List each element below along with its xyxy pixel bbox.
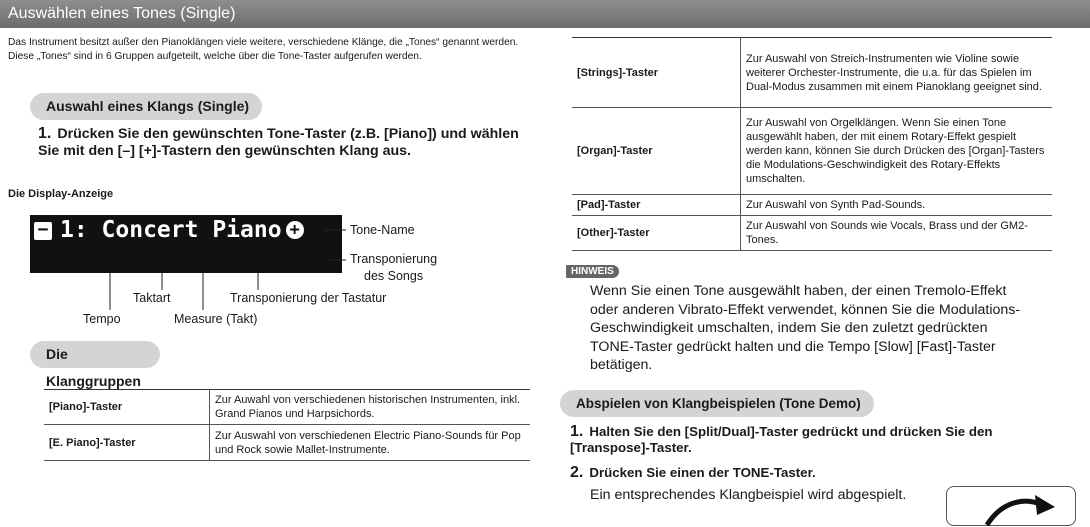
table-key: [Organ]-Taster: [572, 108, 741, 195]
table-row: [572, 195, 1052, 216]
intro-text: Das Instrument besitzt außer den Pianoklängen viele weitere, verschiedene Klänge, die „Tones“ genannt werden. Diese „Tones“ sind in 6 Gruppen aufgeteilt, welche über die Tone-Taster aufgerufen werden.: [8, 37, 519, 62]
table-key: [Other]-Taster: [572, 216, 741, 251]
tone-groups-table-right: [572, 37, 1052, 251]
table-desc: Zur Auswahl von Sounds wie Vocals, Brass und der GM2-Tones.: [741, 216, 1053, 251]
lcd-status: ♪=70 4/4 M: 3 Ш+4 ⊕-3: [68, 275, 256, 291]
table-row: [572, 108, 1052, 195]
table-row: [572, 216, 1052, 251]
demo-illustration: [946, 486, 1076, 526]
table-desc: Zur Auswahl von Streich-Instrumenten wie Violine sowie weiterer Orchester-Instrumente, die u.a. für das Spielen im Dual-Modus zusammen mit einem Pianoklang geeignet sind.: [741, 38, 1053, 108]
step-1-single: [38, 125, 538, 160]
label-taktart: Taktart: [133, 291, 171, 305]
lcd-tone-line: [30, 215, 342, 245]
label-transp-song-2: des Songs: [364, 269, 424, 283]
table-row: [572, 38, 1052, 108]
step-number: 1.: [570, 423, 584, 440]
step-2-subtext: Ein entsprechendes Klangbeispiel wird abgespielt.: [590, 487, 907, 503]
section-heading-demo-label: Abspielen von Klangbeispielen (Tone Demo): [576, 396, 861, 411]
tone-groups-table-left: [44, 389, 530, 461]
label-tempo: Tempo: [83, 312, 121, 326]
page-title: Auswählen eines Tones (Single): [0, 0, 1090, 28]
table-key: [E. Piano]-Taster: [44, 425, 210, 461]
step-text: Drücken Sie den gewünschten Tone-Taster (z.B. [Piano]) und wählen Sie mit den [–] [+]-Tastern den gewünschten Klang aus.: [38, 126, 519, 159]
table-key: [Piano]-Taster: [44, 390, 210, 425]
step-text: Drücken Sie einen der TONE-Taster.: [589, 465, 816, 480]
table-desc: Zur Auswahl von Synth Pad-Sounds.: [741, 195, 1053, 216]
lcd-display: [30, 215, 342, 291]
table-desc: Zur Auswahl von Orgelklängen. Wenn Sie einen Tone ausgewählt haben, der mit einem Rotary-Effekt gespielt werden kann, können Sie durch Drücken des [Organ]-Tasters die Modulations-Geschwindigkeit des Rotary-Effekts umschalten.: [741, 108, 1053, 195]
label-transp-song-1: Transponierung: [350, 252, 438, 266]
note-text: Wenn Sie einen Tone ausgewählt haben, der einen Tremolo-Effekt oder anderen Vibrato-Effekt verwendet, können Sie die Modulations-Geschwindigkeit umschalten, indem Sie den zuletzt gedrückten TONE-Taster gedrückt halten und die Tempo [Slow] [Fast]-Taster betätigen.: [590, 283, 1021, 373]
label-tone-name: Tone-Name: [350, 223, 415, 237]
table-row: [44, 390, 530, 425]
lcd-status-line: [30, 247, 342, 291]
section-heading-single: [30, 93, 262, 120]
plus-icon: +: [286, 221, 304, 239]
table-desc: Zur Auwahl von verschiedenen historischen Instrumenten, inkl. Grand Pianos und Harpsichords.: [210, 390, 531, 425]
table-row: [44, 425, 530, 461]
step-number: 1.: [38, 125, 52, 142]
arrow-icon: [947, 487, 1077, 527]
step-number: 2.: [570, 464, 584, 481]
note-tag: HINWEIS: [566, 265, 619, 278]
table-key: [Strings]-Taster: [572, 38, 741, 108]
display-heading: Die Display-Anzeige: [8, 188, 114, 200]
section-heading-groups: [30, 341, 160, 389]
section-heading-demo: [560, 390, 874, 417]
section-heading-single-label: Auswahl eines Klangs (Single): [46, 98, 250, 114]
step-1-demo: [570, 424, 1050, 456]
label-transp-keyboard: Transponierung der Tastatur: [230, 291, 387, 305]
lcd-tone-name: 1: Concert Piano: [60, 217, 282, 243]
table-key: [Pad]-Taster: [572, 195, 741, 216]
step-2-demo: [570, 465, 1050, 481]
section-heading-groups-label: Die Klanggruppen: [46, 346, 141, 389]
minus-icon: −: [34, 222, 52, 240]
label-measure: Measure (Takt): [174, 312, 258, 326]
step-text: Halten Sie den [Split/Dual]-Taster gedrückt und drücken Sie den [Transpose]-Taster.: [570, 424, 993, 455]
table-desc: Zur Auswahl von verschiedenen Electric Piano-Sounds für Pop und Rock sowie Mallet-Instrumente.: [210, 425, 531, 461]
